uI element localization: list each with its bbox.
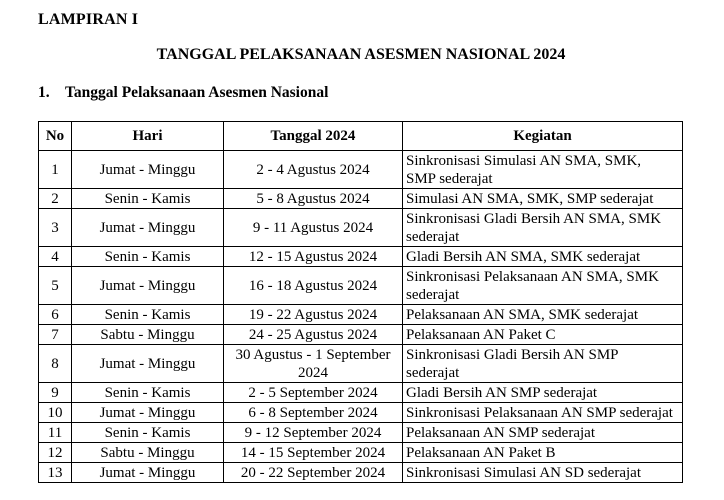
table-row — [39, 423, 683, 443]
cell-tanggal: 9 - 11 Agustus 2024 — [224, 209, 403, 247]
section-title: Tanggal Pelaksanaan Asesmen Nasional — [65, 84, 329, 101]
cell-hari: Sabtu - Minggu — [72, 443, 224, 463]
cell-tanggal: 6 - 8 September 2024 — [224, 403, 403, 423]
cell-no: 12 — [39, 443, 72, 463]
cell-hari: Jumat - Minggu — [72, 463, 224, 483]
table-row — [39, 345, 683, 383]
table-row — [39, 189, 683, 209]
cell-tanggal: 14 - 15 September 2024 — [224, 443, 403, 463]
cell-hari: Jumat - Minggu — [72, 345, 224, 383]
cell-kegiatan: Pelaksanaan AN Paket C — [403, 325, 683, 345]
cell-kegiatan: Sinkronisasi Gladi Bersih AN SMP sederajat — [403, 345, 683, 383]
document-title: TANGGAL PELAKSANAAN ASESMEN NASIONAL 2024 — [156, 46, 566, 63]
cell-kegiatan: Gladi Bersih AN SMP sederajat — [403, 383, 683, 403]
cell-hari: Senin - Kamis — [72, 305, 224, 325]
cell-no: 13 — [39, 463, 72, 483]
cell-no: 8 — [39, 345, 72, 383]
lampiran-heading: LAMPIRAN I — [38, 11, 139, 28]
cell-tanggal: 2 - 4 Agustus 2024 — [224, 151, 403, 189]
cell-kegiatan: Pelaksanaan AN SMP sederajat — [403, 423, 683, 443]
cell-tanggal: 2 - 5 September 2024 — [224, 383, 403, 403]
header-kegiatan: Kegiatan — [403, 122, 683, 151]
cell-kegiatan: Sinkronisasi Simulasi AN SD sederajat — [403, 463, 683, 483]
cell-tanggal: 5 - 8 Agustus 2024 — [224, 189, 403, 209]
cell-no: 3 — [39, 209, 72, 247]
cell-hari: Senin - Kamis — [72, 383, 224, 403]
cell-no: 1 — [39, 151, 72, 189]
cell-hari: Sabtu - Minggu — [72, 325, 224, 345]
header-tanggal: Tanggal 2024 — [224, 122, 403, 151]
cell-tanggal: 16 - 18 Agustus 2024 — [224, 267, 403, 305]
header-no: No — [39, 122, 72, 151]
cell-hari: Senin - Kamis — [72, 423, 224, 443]
cell-hari: Senin - Kamis — [72, 189, 224, 209]
cell-hari: Jumat - Minggu — [72, 151, 224, 189]
cell-kegiatan: Sinkronisasi Pelaksanaan AN SMA, SMK sederajat — [403, 267, 683, 305]
cell-kegiatan: Sinkronisasi Gladi Bersih AN SMA, SMK sederajat — [403, 209, 683, 247]
cell-tanggal: 30 Agustus - 1 September 2024 — [224, 345, 403, 383]
table-row — [39, 247, 683, 267]
cell-no: 4 — [39, 247, 72, 267]
cell-kegiatan: Gladi Bersih AN SMA, SMK sederajat — [403, 247, 683, 267]
cell-tanggal: 12 - 15 Agustus 2024 — [224, 247, 403, 267]
cell-tanggal: 19 - 22 Agustus 2024 — [224, 305, 403, 325]
table-row — [39, 383, 683, 403]
cell-no: 7 — [39, 325, 72, 345]
section-heading — [38, 83, 684, 102]
table-row — [39, 463, 683, 483]
cell-kegiatan: Pelaksanaan AN SMA, SMK sederajat — [403, 305, 683, 325]
table-row — [39, 209, 683, 247]
schedule-table — [38, 121, 683, 483]
cell-tanggal: 24 - 25 Agustus 2024 — [224, 325, 403, 345]
header-hari: Hari — [72, 122, 224, 151]
section-number: 1. — [38, 84, 50, 101]
table-row — [39, 443, 683, 463]
cell-hari: Senin - Kamis — [72, 247, 224, 267]
table-row — [39, 403, 683, 423]
cell-no: 9 — [39, 383, 72, 403]
cell-no: 2 — [39, 189, 72, 209]
cell-hari: Jumat - Minggu — [72, 209, 224, 247]
cell-kegiatan: Sinkronisasi Simulasi AN SMA, SMK, SMP sederajat — [403, 151, 683, 189]
table-row — [39, 267, 683, 305]
table-row — [39, 305, 683, 325]
table-header-row — [39, 122, 683, 151]
cell-kegiatan: Simulasi AN SMA, SMK, SMP sederajat — [403, 189, 683, 209]
cell-no: 10 — [39, 403, 72, 423]
cell-no: 5 — [39, 267, 72, 305]
table-body — [39, 151, 683, 483]
cell-hari: Jumat - Minggu — [72, 403, 224, 423]
cell-tanggal: 9 - 12 September 2024 — [224, 423, 403, 443]
cell-no: 6 — [39, 305, 72, 325]
table-row — [39, 151, 683, 189]
cell-kegiatan: Pelaksanaan AN Paket B — [403, 443, 683, 463]
cell-kegiatan: Sinkronisasi Pelaksanaan AN SMP sederajat — [403, 403, 683, 423]
cell-no: 11 — [39, 423, 72, 443]
cell-tanggal: 20 - 22 September 2024 — [224, 463, 403, 483]
cell-hari: Jumat - Minggu — [72, 267, 224, 305]
table-row — [39, 325, 683, 345]
